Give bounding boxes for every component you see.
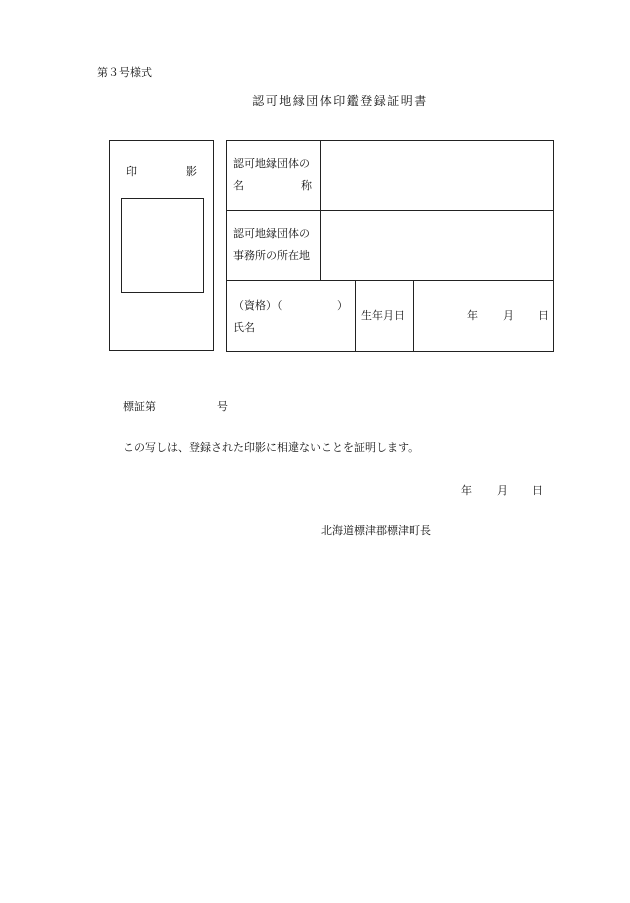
certificate-number-prefix: 標証第 — [123, 400, 156, 413]
qualification-label-close: ） — [337, 299, 348, 312]
seal-label-in: 印 — [126, 165, 137, 178]
table-divider-name-column — [355, 280, 356, 352]
issue-date-day: 日 — [532, 484, 543, 497]
office-label-line1: 認可地縁団体の — [233, 227, 310, 240]
person-name-label: 氏名 — [233, 321, 255, 334]
certification-statement: この写しは、登録された印影に相違ないことを証明します。 — [123, 441, 420, 454]
seal-label-kage: 影 — [186, 165, 197, 178]
office-label-line2: 事務所の所在地 — [233, 249, 310, 262]
birth-month-unit: 月 — [503, 309, 514, 322]
issue-date-year: 年 — [461, 484, 472, 497]
table-divider-row-2 — [227, 280, 553, 281]
qualification-label-open: （資格）（ — [233, 299, 283, 312]
seal-impression-area — [121, 198, 204, 293]
birth-day-unit: 日 — [538, 309, 549, 322]
name-label-line1: 認可地縁団体の — [233, 157, 310, 170]
document-title: 認可地縁団体印鑑登録証明書 — [252, 94, 428, 108]
name-label-line2-b: 称 — [301, 179, 312, 192]
issue-date-month: 月 — [497, 484, 508, 497]
certificate-number-suffix: 号 — [217, 400, 228, 413]
issuer-name: 北海道標津郡標津町長 — [321, 524, 431, 537]
info-table — [226, 140, 554, 352]
name-label-line2-a: 名 — [233, 179, 244, 192]
form-number: 第３号様式 — [97, 66, 152, 79]
birth-year-unit: 年 — [467, 309, 478, 322]
seal-impression-box — [109, 140, 214, 351]
table-divider-birthdate-column — [413, 280, 414, 352]
birthdate-label: 生年月日 — [361, 309, 405, 322]
office-address-value-field[interactable] — [321, 211, 553, 280]
name-value-field[interactable] — [321, 141, 553, 210]
